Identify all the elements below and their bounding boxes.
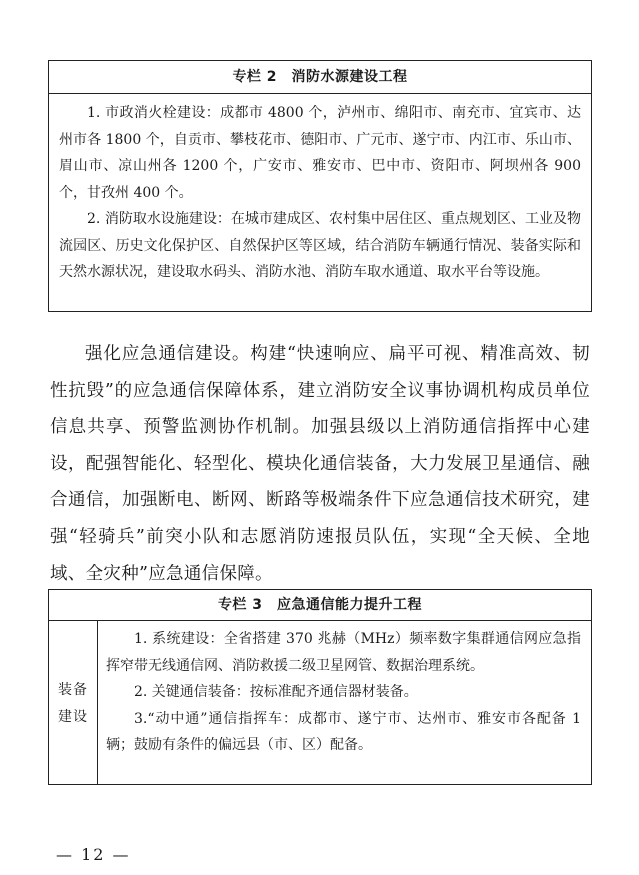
page-number: — 12 — — [56, 845, 131, 864]
special-column-3 — [48, 589, 592, 785]
column-3-body — [98, 621, 591, 785]
column-3-item-2: 2. 关键通信装备：按标准配齐通信器材装备。 — [134, 684, 418, 700]
column-3-item-3: 3.“动中通”通信指挥车：成都市、遂宁市、达州市、雅安市各配备 1 辆；鼓励有条件的偏远县（市、区）配备。 — [106, 710, 581, 753]
main-paragraph: 强化应急通信建设。构建“快速响应、扁平可视、精准高效、韧性抗毁”的应急通信保障体系，建立消防安全议事协调机构成员单位信息共享、预警监测协作机制。加强县级以上消防通信指挥中心建设，配强智能化、轻型化、模块化通信装备，大力发展卫星通信、融合通信，加强断电、断网、断路等极端条件下应急通信技术研究，建强“轻骑兵”前突小队和志愿消防速报员队伍，实现“全天候、全地域、全灾种”应急通信保障。 — [50, 344, 590, 584]
special-column-2 — [48, 60, 592, 312]
column-3-item-1: 1. 系统建设：全省搭建 370 兆赫（MHz）频率数字集群通信网应急指挥窄带无线通信网、消防救援二级卫星网管、数据治理系统。 — [106, 631, 581, 674]
column-2-title: 专栏 2 消防水源建设工程 — [49, 61, 591, 94]
column-3-title: 专栏 3 应急通信能力提升工程 — [49, 590, 591, 621]
column-2-item-1: 1. 市政消火栓建设：成都市 4800 个，泸州市、绵阳市、南充市、宜宾市、达州市各 1800 个，自贡市、攀枝花市、德阳市、广元市、遂宁市、内江市、乐山市、眉山市、凉山州各 1200 个，广安市、雅安市、巴中市、资阳市、阿坝州各 900 个，甘孜州 400 个。 — [59, 105, 581, 201]
column-2-body — [49, 94, 591, 286]
column-3-row — [49, 621, 591, 785]
column-2-item-2: 2. 消防取水设施建设：在城市建成区、农村集中居住区、重点规划区、工业及物流园区、历史文化保护区、自然保护区等区域，结合消防车辆通行情况、装备实际和天然水源状况，建设取水码头、消防水池、消防车取水通道、取水平台等设施。 — [59, 211, 581, 280]
column-3-row-label: 装备建设 — [49, 621, 98, 785]
